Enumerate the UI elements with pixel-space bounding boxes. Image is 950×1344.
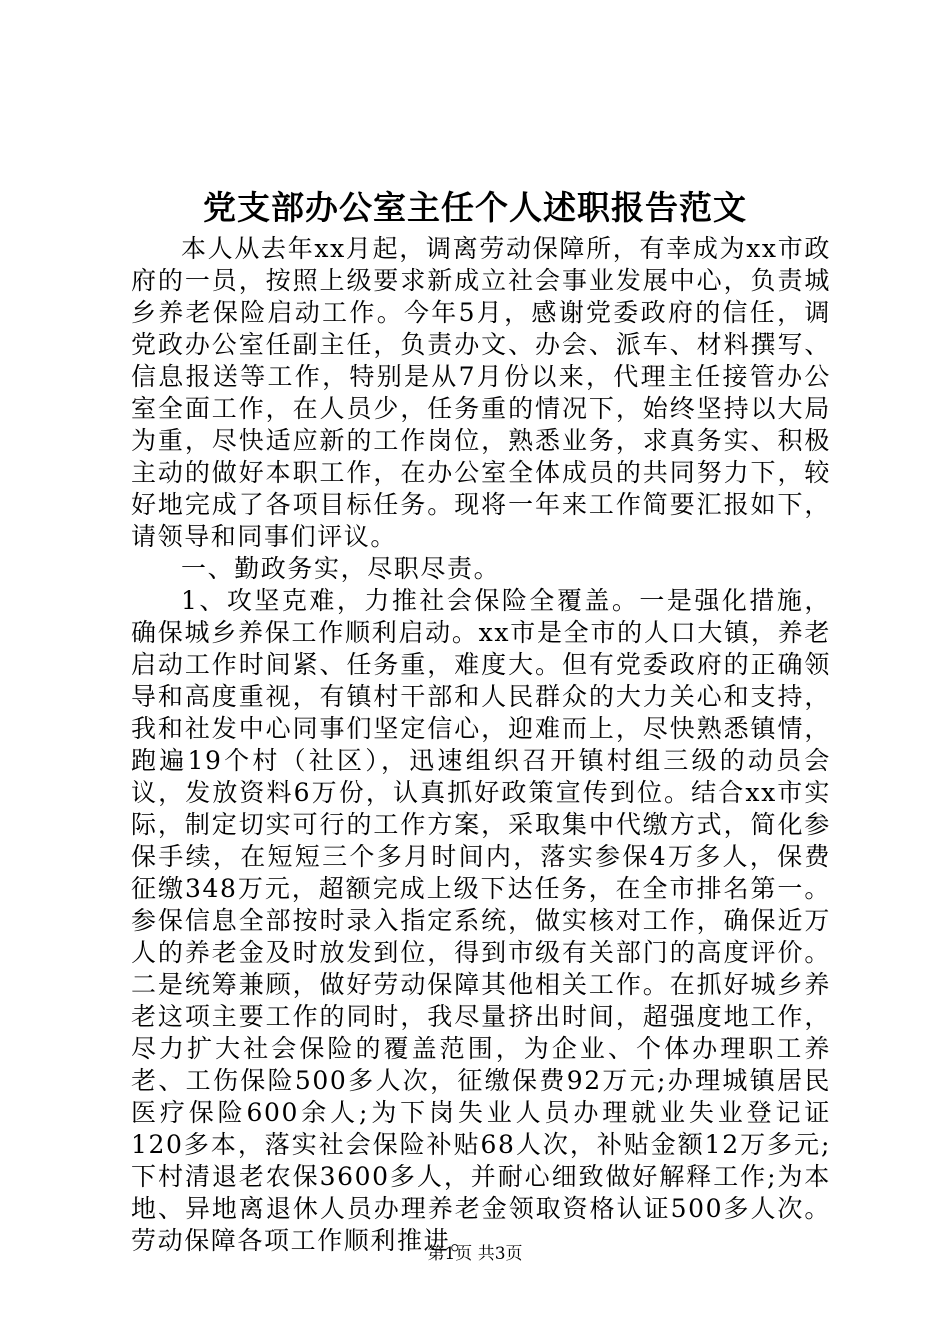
document-body bbox=[131, 233, 831, 1257]
page-footer: 第1页 共3页 bbox=[427, 1244, 523, 1264]
section-heading: 一、勤政务实，尽职尽责。 bbox=[181, 554, 501, 583]
paragraph-intro: 本人从去年xx月起，调离劳动保障所，有幸成为xx市政府的一员，按照上级要求新成立社会事业发展中心，负责城乡养老保险启动工作。今年5月，感谢党委政府的信任，调党政办公室任副主任，负责办文、办会、派车、材料撰写、信息报送等工作，特别是从7月份以来，代理主任接管办公室全面工作，在人员少，任务重的情况下，始终坚持以大局为重，尽快适应新的工作岗位，熟悉业务，求真务实、积极主动的做好本职工作，在办公室全体成员的共同努力下，较好地完成了各项目标任务。现将一年来工作简要汇报如下，请领导和同事们评议。 bbox=[131, 234, 831, 551]
paragraph-item-1: 1、攻坚克难，力推社会保险全覆盖。一是强化措施，确保城乡养保工作顺利启动。xx市是全市的人口大镇，养老启动工作时间紧、任务重，难度大。但有党委政府的正确领导和高度重视，有镇村干部和人民群众的大力关心和支持，我和社发中心同事们坚定信心，迎难而上，尽快熟悉镇情，跑遍19个村（社区），迅速组织召开镇村组三级的动员会议，发放资料6万份，认真抓好政策宣传到位。结合xx市实际，制定切实可行的工作方案，采取集中代缴方式，简化参保手续，在短短三个多月时间内，落实参保4万多人，保费征缴348万元，超额完成上级下达任务，在全市排名第一。参保信息全部按时录入指定系统，做实核对工作，确保近万人的养老金及时放发到位，得到市级有关部门的高度评价。二是统筹兼顾，做好劳动保障其他相关工作。在抓好城乡养老这项主要工作的同时，我尽量挤出时间，超强度地工作，尽力扩大社会保险的覆盖范围，为企业、个体办理职工养老、工伤保险500多人次，征缴保费92万元;办理城镇居民医疗保险600余人;为下岗失业人员办理就业失业登记证120多本，落实社会保险补贴68人次，补贴金额12万多元;下村清退老农保3600多人，并耐心细致做好解释工作;为本地、异地离退休人员办理养老金领取资格认证500多人次。劳动保障各项工作顺利推进。 bbox=[131, 586, 831, 1255]
document-title: 党支部办公室主任个人述职报告范文 bbox=[203, 188, 747, 227]
